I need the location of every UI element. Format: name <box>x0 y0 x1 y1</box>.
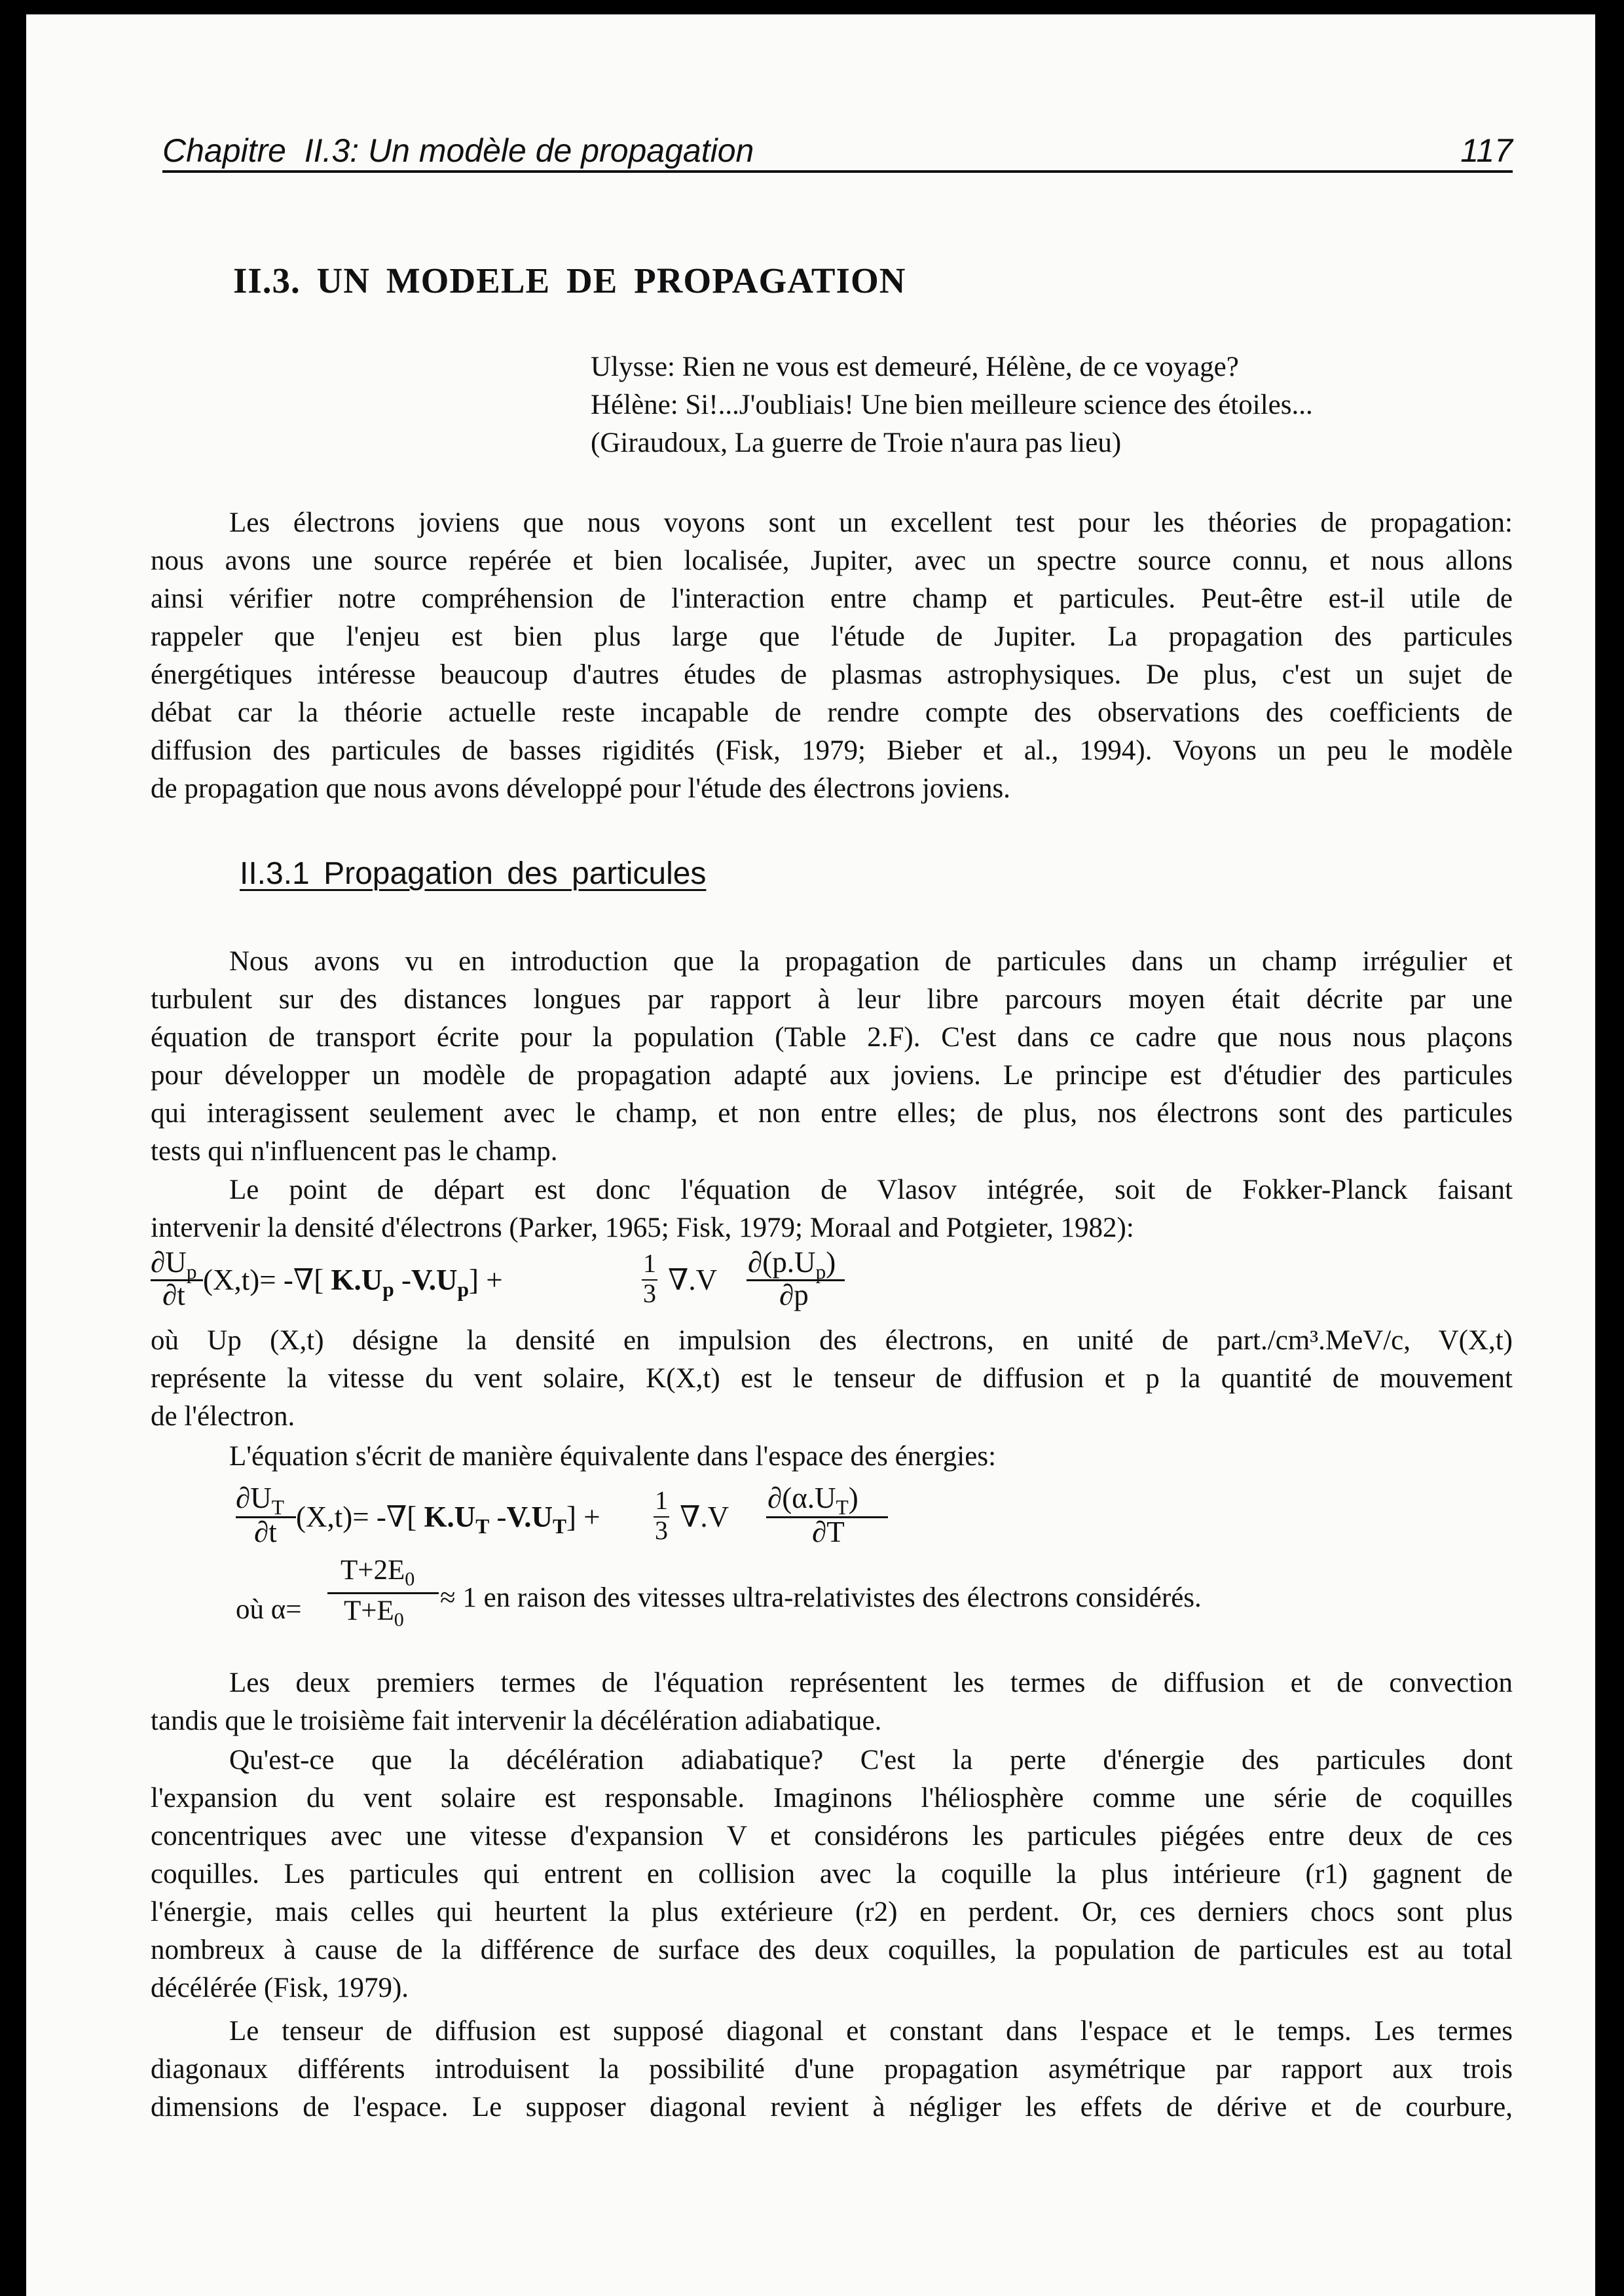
text-line: nombreux à cause de la différence de surface des deux coquilles, la population de particules est au total <box>151 1935 1513 1965</box>
text-line: où Up (X,t) désigne la densité en impulsion des électrons, en unité de part./cm³.MeV/c, V(X,t) <box>151 1325 1513 1356</box>
alpha-definition <box>236 1554 1349 1652</box>
chapter-title: Chapitre II.3: Un modèle de propagation <box>162 132 754 169</box>
eq-third-numerator: 1 <box>655 1485 668 1515</box>
text-line: décélérée (Fisk, 1979). <box>151 1973 409 2003</box>
text-line: pour développer un modèle de propagation adapté aux joviens. Le principe est d'étudier des particules <box>151 1060 1513 1091</box>
epigraph-line: Hélène: Si!...J'oubliais! Une bien meilleure science des étoiles... <box>591 390 1313 420</box>
eq-v-term: $V.U_p$ <box>411 1264 470 1301</box>
text-line: coquilles. Les particules qui entrent en collision avec la coquille la plus intérieure (r1) gagnent de <box>151 1859 1513 1889</box>
text-line: diffusion des particules de basses rigidités (Fisk, 1979; Bieber et al., 1994). Voyons un peu le modèle <box>151 735 1513 766</box>
eq-mid: - <box>489 1501 507 1533</box>
eq-grad: ∇.V <box>668 1264 718 1296</box>
eq-lhs-denominator: ∂t <box>254 1516 277 1548</box>
eq-v-term: $V.U_T$ <box>506 1501 566 1538</box>
alpha-numerator: $T+2E_0$ <box>341 1555 415 1590</box>
eq-lhs-numerator: $\partial U_T$ <box>236 1482 284 1519</box>
fraction-bar <box>327 1592 439 1594</box>
eq-third-numerator: 1 <box>643 1248 656 1278</box>
eq-args <box>203 1262 503 1302</box>
document-page <box>26 14 1595 2296</box>
eq-args <box>296 1499 600 1539</box>
eq-rhs-numerator: $\partial(\alpha.U_T)$ <box>767 1482 858 1519</box>
epigraph <box>591 348 1313 462</box>
eq-args-text: (X,t)= -∇[ <box>203 1264 331 1296</box>
eq-lhs-denominator: ∂t <box>162 1279 185 1311</box>
text-line: concentriques avec une vitesse d'expansion V et considérons les particules piégées entre deux de ces <box>151 1821 1513 1851</box>
paragraph-propagation <box>151 943 1513 1171</box>
paragraph-vlasov <box>151 1171 1513 1247</box>
text-line: de l'électron. <box>151 1401 295 1432</box>
text-line: turbulent sur des distances longues par rapport à leur libre parcours moyen était décrite par une <box>151 984 1513 1015</box>
text-line: qui interagissent seulement avec le champ, et non entre elles; de plus, nos électrons sont des particules <box>151 1098 1513 1129</box>
paragraph-energy <box>151 1438 1513 1476</box>
text-line: l'expansion du vent solaire est responsable. Imaginons l'héliosphère comme une série de coquilles <box>151 1783 1513 1813</box>
paragraph-definitions <box>151 1322 1513 1436</box>
text-line: Nous avons vu en introduction que la propagation de particules dans un champ irrégulier et <box>229 946 1513 977</box>
text-line: Les électrons joviens que nous voyons sont un excellent test pour les théories de propagation: <box>229 507 1513 538</box>
text-line: représente la vitesse du vent solaire, K(X,t) est le tenseur de diffusion et p la quantité de mouvement <box>151 1363 1513 1394</box>
text-line: de propagation que nous avons développé pour l'étude des électrons joviens. <box>151 773 1010 804</box>
equation-momentum <box>151 1245 1002 1317</box>
eq-grad: ∇.V <box>680 1501 729 1533</box>
text-line: nous avons une source repérée et bien localisée, Jupiter, avec un spectre source connu, et nous allons <box>151 545 1513 576</box>
eq-args-text: (X,t)= -∇[ <box>296 1501 424 1533</box>
eq-third-denominator: 3 <box>655 1516 668 1545</box>
eq-k-term: $K.U_p$ <box>331 1264 394 1301</box>
alpha-denominator: $T+E_0$ <box>344 1595 404 1631</box>
running-header <box>162 131 1513 173</box>
subsection-title: II.3.1 Propagation des particules <box>240 856 707 891</box>
intro-paragraph <box>151 504 1513 808</box>
alpha-suffix: ≈ 1 en raison des vitesses ultra-relativistes des électrons considérés. <box>440 1582 1202 1613</box>
eq-lhs-numerator: $\partial U_p$ <box>151 1246 197 1283</box>
text-line: diagonaux différents introduisent la possibilité d'une propagation asymétrique par rapport aux trois <box>151 2054 1513 2085</box>
text-line: Les deux premiers termes de l'équation représentent les termes de diffusion et de convection <box>229 1667 1513 1698</box>
text-line: ainsi vérifier notre compréhension de l'interaction entre champ et particules. Peut-être est-il utile de <box>151 583 1513 614</box>
eq-close: ] + <box>566 1501 600 1533</box>
text-line: intervenir la densité d'électrons (Parker, 1965; Fisk, 1979; Moraal and Potgieter, 1982): <box>151 1212 1134 1243</box>
scan-border <box>1595 0 1624 2296</box>
eq-rhs-denominator: ∂T <box>812 1516 845 1548</box>
alpha-prefix: où α= <box>236 1594 302 1625</box>
paragraph-terms <box>151 1664 1513 1740</box>
text-line: rappeler que l'enjeu est bien plus large que l'étude de Jupiter. La propagation des particules <box>151 621 1513 652</box>
text-line: tests qui n'influencent pas le champ. <box>151 1136 558 1167</box>
page-number: 117 <box>1460 132 1513 169</box>
eq-k-term: $K.U_T$ <box>424 1501 490 1538</box>
text-line: énergétiques intéresse beaucoup d'autres études de plasmas astrophysiques. De plus, c'est un sujet de <box>151 659 1513 690</box>
text-line: tandis que le troisième fait intervenir la décélération adiabatique. <box>151 1705 882 1736</box>
text-line: équation de transport écrite pour la population (Table 2.F). C'est dans ce cadre que nous nous plaçons <box>151 1022 1513 1053</box>
epigraph-line: (Giraudoux, La guerre de Troie n'aura pas lieu) <box>591 428 1122 458</box>
paragraph-tensor <box>151 2013 1513 2126</box>
section-title: II.3. UN MODELE DE PROPAGATION <box>233 261 906 301</box>
text-line: Qu'est-ce que la décélération adiabatique? C'est la perte d'énergie des particules dont <box>229 1745 1513 1776</box>
equation-energy <box>236 1481 1022 1553</box>
paragraph-adiabatic <box>151 1741 1513 2007</box>
text-line: Le point de départ est donc l'équation de Vlasov intégrée, soit de Fokker-Planck faisant <box>229 1175 1513 1205</box>
text-line: Le tenseur de diffusion est supposé diagonal et constant dans l'espace et le temps. Les termes <box>229 2016 1513 2047</box>
epigraph-line: Ulysse: Rien ne vous est demeuré, Hélène, de ce voyage? <box>591 352 1239 382</box>
eq-mid: - <box>394 1264 412 1296</box>
text-line: dimensions de l'espace. Le supposer diagonal revient à négliger les effets de dérive et de courbure, <box>151 2092 1513 2123</box>
eq-close: ] + <box>469 1264 503 1296</box>
eq-third-denominator: 3 <box>643 1279 656 1308</box>
text-line: débat car la théorie actuelle reste incapable de rendre compte des observations des coefficients de <box>151 697 1513 728</box>
eq-rhs-numerator: $\partial(p.U_p)$ <box>748 1246 836 1283</box>
text-line: l'énergie, mais celles qui heurtent la plus extérieure (r2) en perdent. Or, ces derniers chocs sont plus <box>151 1897 1513 1927</box>
eq-rhs-denominator: ∂p <box>779 1279 809 1311</box>
text-line: L'équation s'écrit de manière équivalente dans l'espace des énergies: <box>229 1441 997 1472</box>
